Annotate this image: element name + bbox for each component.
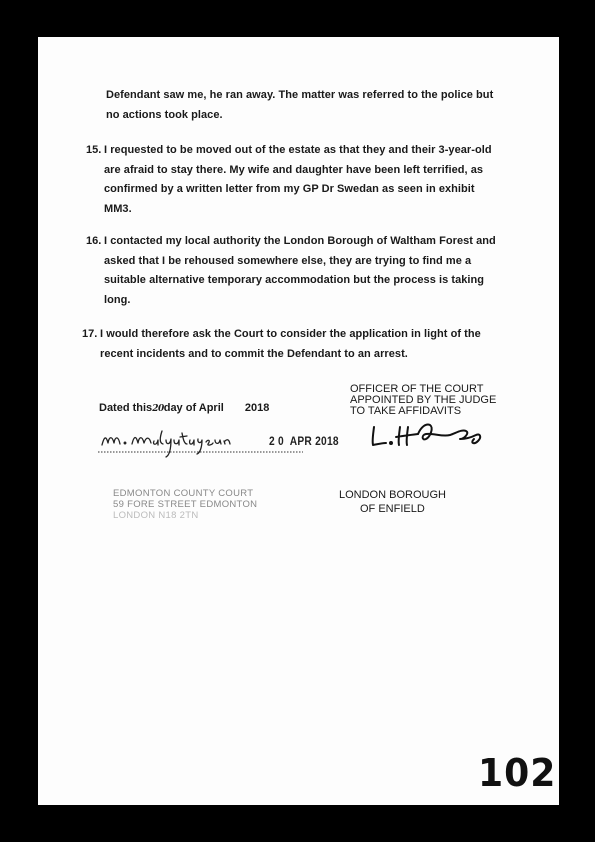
officer-line: APPOINTED BY THE JUDGE bbox=[350, 394, 497, 406]
document-page bbox=[38, 37, 559, 805]
text-line: I would therefore ask the Court to consider the application in light of the bbox=[100, 328, 481, 340]
text-line: MM3. bbox=[104, 202, 132, 215]
page-number: 102 bbox=[478, 751, 557, 795]
text-line: asked that I be rehoused somewhere else, they are trying to find me a bbox=[104, 254, 472, 267]
officer-line: TO TAKE AFFIDAVITS bbox=[350, 405, 462, 417]
borough-block bbox=[339, 488, 446, 516]
text-line: suitable alternative temporary accommodation but the process is taking bbox=[104, 274, 485, 286]
text-line: Defendant saw me, he ran away. The matter was referred to the police but bbox=[106, 89, 494, 101]
officer-line: OFFICER OF THE COURT bbox=[350, 383, 484, 395]
text-line: recent incidents and to commit the Defendant to an arrest. bbox=[100, 347, 408, 360]
dated-prefix: Dated this bbox=[99, 402, 153, 414]
dated-line bbox=[99, 402, 269, 414]
stamp-line: EDMONTON COUNTY COURT bbox=[113, 488, 254, 499]
officer-signature bbox=[366, 417, 496, 455]
text-line: are afraid to stay there. My wife and daughter have been left terrified, as bbox=[104, 163, 484, 176]
paragraph-15 bbox=[104, 141, 492, 219]
text-line: I contacted my local authority the London Borough of Waltham Forest and bbox=[104, 235, 496, 247]
paragraph-number: 17. bbox=[82, 328, 98, 340]
borough-line: LONDON BOROUGH bbox=[339, 489, 446, 501]
paragraph-17 bbox=[100, 325, 481, 364]
paragraph-16 bbox=[104, 232, 496, 310]
paragraph-number: 15. bbox=[86, 144, 102, 156]
dated-year: 2018 bbox=[244, 402, 270, 414]
date-stamp: 2 0 APR 2018 bbox=[269, 434, 339, 448]
borough-line: OF ENFIELD bbox=[360, 503, 425, 515]
stamp-line: 59 FORE STREET EDMONTON bbox=[113, 499, 258, 510]
text-line: no actions took place. bbox=[106, 108, 223, 121]
text-line: long. bbox=[104, 293, 131, 306]
officer-block bbox=[350, 384, 496, 417]
text-line: I requested to be moved out of the estate as that they and their 3-year-old bbox=[104, 144, 492, 156]
paragraph-14-continuation bbox=[106, 86, 493, 125]
dated-suffix: day of April bbox=[163, 402, 224, 414]
stamp-line: LONDON N18 2TN bbox=[113, 510, 199, 521]
text-line: confirmed by a written letter from my GP Dr Swedan as seen in exhibit bbox=[104, 183, 475, 195]
paragraph-number: 16. bbox=[86, 235, 102, 247]
handwritten-day: 20 bbox=[152, 404, 164, 414]
court-stamp bbox=[113, 488, 257, 521]
